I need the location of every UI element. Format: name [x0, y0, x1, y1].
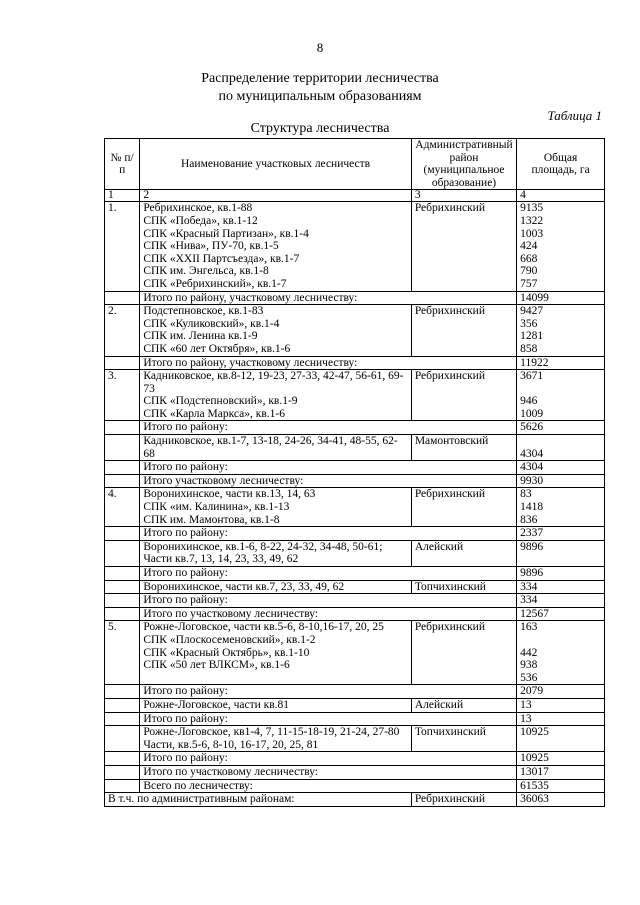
forestry-name: СПК «60 лет Октября», кв.1-6 — [143, 342, 291, 355]
total-row — [105, 712, 605, 726]
forestry-name: СПК «Куликовский», кв.1-4 — [143, 317, 280, 330]
total-row — [105, 779, 605, 793]
header-area: Общая площадь, га — [517, 139, 605, 190]
area-value: 3671 — [520, 370, 544, 383]
total-label: Всего по лесничеству: — [140, 779, 517, 793]
area-value: 442 — [520, 646, 538, 659]
total-row — [105, 765, 605, 779]
empty-cell — [105, 607, 140, 621]
empty-cell — [105, 779, 140, 793]
row-number — [105, 580, 140, 594]
forestry-name: Воронихинское, части кв.7, 23, 33, 49, 62 — [143, 580, 345, 593]
forestry-name: СПК «Победа», кв.1-12 — [143, 214, 258, 227]
forestry-names — [140, 202, 412, 291]
table-row — [105, 435, 605, 461]
total-row — [105, 594, 605, 608]
header-name: Наименование участковых лесничеств — [140, 139, 412, 190]
row-number: 5. — [105, 621, 140, 685]
total-label: Итого по району, участковому лесничеству: — [140, 291, 517, 305]
forestry-name: Рожне-Логовское, кв1-4, 7, 11-15-18-19, 21-24, 27-80 — [143, 726, 400, 739]
area-value: 946 — [520, 395, 538, 408]
forestry-name: СПК «50 лет ВЛКСМ», кв.1-6 — [143, 659, 290, 672]
summary-label: В т.ч. по административным районам: — [105, 793, 412, 807]
empty-cell — [105, 356, 140, 370]
total-label: Итого по району: — [140, 712, 517, 726]
total-row — [105, 685, 605, 699]
total-label: Итого по району: — [140, 421, 517, 435]
area-value: 13 — [520, 698, 532, 711]
title-line-1: Распределение территории лесничества — [201, 71, 439, 86]
area-value: 9896 — [520, 540, 544, 553]
area-value: 1418 — [520, 501, 544, 514]
table-row — [105, 540, 605, 566]
forestry-name: Части, кв.5-6, 8-10, 16-17, 20, 25, 81 — [143, 738, 319, 751]
forestry-names — [140, 370, 412, 421]
forestry-name: СПК «Красный Октябрь», кв.1-10 — [143, 646, 310, 659]
total-label: Итого по участковому лесничеству: — [140, 607, 517, 621]
forestry-name: Рожне-Логовское, части кв.81 — [143, 698, 290, 711]
area-value: 9427 — [520, 305, 544, 318]
forestry-names — [140, 305, 412, 356]
forestry-name: СПК «Плоскосеменовский», кв.1-2 — [143, 633, 316, 646]
forestry-names — [140, 488, 412, 527]
forestry-name: Воронихинское, части кв.13, 14, 63 — [143, 488, 316, 501]
total-area: 5626 — [517, 421, 605, 435]
district-name: Топчихинский — [411, 580, 516, 594]
district-name: Ребрихинский — [411, 305, 516, 356]
forestry-name: СПК «Красный Партизан», кв.1-4 — [143, 227, 309, 240]
total-area: 14099 — [517, 291, 605, 305]
total-row — [105, 752, 605, 766]
forestry-name: Кадниковское, кв.8-12, 19-23, 27-33, 42-47, 56-61, 69-73 — [143, 370, 404, 395]
area-value: 536 — [520, 671, 538, 684]
forestry-name: Ребрихинское, кв.1-88 — [143, 202, 253, 215]
district-name: Ребрихинский — [411, 370, 516, 421]
empty-cell — [105, 527, 140, 541]
table-row — [105, 370, 605, 421]
row-number — [105, 540, 140, 566]
summary-row — [105, 793, 605, 807]
table-row — [105, 305, 605, 356]
area-values — [517, 435, 605, 461]
total-row — [105, 461, 605, 475]
total-area: 10925 — [517, 752, 605, 766]
area-values — [517, 540, 605, 566]
area-value: 424 — [520, 240, 538, 253]
total-row — [105, 607, 605, 621]
total-label: Итого по району: — [140, 752, 517, 766]
area-values — [517, 726, 605, 752]
area-value — [520, 634, 601, 647]
empty-cell — [105, 594, 140, 608]
forestry-name: СПК «Ребрихинский», кв.1-7 — [143, 277, 287, 290]
document-title — [0, 70, 640, 106]
structure-title: Структура лесничества — [250, 121, 390, 136]
total-label: Итого по району: — [140, 594, 517, 608]
table-row — [105, 580, 605, 594]
total-label: Итого по району: — [140, 461, 517, 475]
area-value: 163 — [520, 621, 538, 634]
total-area: 2079 — [517, 685, 605, 699]
area-value: 1322 — [520, 214, 544, 227]
total-area: 4304 — [517, 461, 605, 475]
table-row — [105, 488, 605, 527]
empty-cell — [105, 712, 140, 726]
forestry-names — [140, 435, 412, 461]
district-name: Ребрихинский — [411, 621, 516, 685]
header-district: Административный район (муниципальное образование) — [411, 139, 516, 190]
total-row — [105, 291, 605, 305]
column-numbers-row — [105, 190, 605, 202]
district-name: Алейский — [411, 698, 516, 712]
row-number: 2. — [105, 305, 140, 356]
empty-cell — [105, 685, 140, 699]
area-values — [517, 488, 605, 527]
district-name: Ребрихинский — [411, 793, 516, 807]
total-label: Итого участковому лесничеству: — [140, 474, 517, 488]
total-area: 11922 — [517, 356, 605, 370]
area-value: 836 — [520, 513, 538, 526]
area-values — [517, 580, 605, 594]
row-number: 4. — [105, 488, 140, 527]
forestry-name: СПК им. Энгельса, кв.1-8 — [143, 265, 269, 278]
empty-cell — [105, 421, 140, 435]
column-number: 2 — [140, 190, 412, 202]
empty-cell — [105, 752, 140, 766]
total-row — [105, 567, 605, 581]
district-name: Мамонтовский — [411, 435, 516, 461]
total-area: 12567 — [517, 607, 605, 621]
area-value: 10925 — [520, 726, 549, 739]
header-num: № п/п — [105, 139, 140, 190]
page-number: 8 — [316, 40, 324, 55]
area-value: 83 — [520, 488, 532, 501]
area-value: 356 — [520, 317, 538, 330]
table-header-row — [105, 139, 605, 190]
forestry-structure-table — [104, 138, 605, 807]
forestry-name: Кадниковское, кв.1-7, 13-18, 24-26, 34-41, 48-55, 62-68 — [143, 435, 398, 460]
total-area: 9930 — [517, 474, 605, 488]
area-value: 790 — [520, 265, 538, 278]
area-value: 334 — [520, 580, 538, 593]
area-value: 9135 — [520, 202, 544, 215]
total-row — [105, 527, 605, 541]
empty-cell — [105, 567, 140, 581]
area-value: 4304 — [520, 447, 544, 460]
forestry-name: Части кв.7, 13, 14, 23, 33, 49, 62 — [143, 553, 299, 566]
total-area: 36063 — [517, 793, 605, 807]
area-value: 757 — [520, 277, 538, 290]
area-values — [517, 202, 605, 291]
area-values — [517, 621, 605, 685]
forestry-name: Воронихинское, кв.1-6, 8-22, 24-32, 34-48, 50-61; — [143, 540, 383, 553]
table-row — [105, 202, 605, 291]
table-row — [105, 621, 605, 685]
total-label: Итого по району, участковому лесничеству: — [140, 356, 517, 370]
forestry-names — [140, 621, 412, 685]
forestry-names — [140, 726, 412, 752]
row-number — [105, 698, 140, 712]
total-row — [105, 421, 605, 435]
total-row — [105, 356, 605, 370]
area-values — [517, 305, 605, 356]
total-area: 2337 — [517, 527, 605, 541]
total-area: 13017 — [517, 765, 605, 779]
total-label: Итого по участковому лесничеству: — [140, 765, 517, 779]
district-name: Алейский — [411, 540, 516, 566]
forestry-names — [140, 580, 412, 594]
title-line-2: по муниципальным образованиям — [218, 89, 422, 104]
forestry-name: СПК им. Ленина кв.1-9 — [143, 330, 258, 343]
table-row — [105, 698, 605, 712]
forestry-name: СПК «Подстепновский», кв.1-9 — [143, 395, 298, 408]
forestry-names — [140, 540, 412, 566]
total-label: Итого по району: — [140, 685, 517, 699]
area-value — [520, 435, 601, 448]
area-value — [520, 383, 601, 396]
forestry-name: СПК «Нива», ПУ-70, кв.1-5 — [143, 240, 279, 253]
total-row — [105, 474, 605, 488]
total-area: 334 — [517, 594, 605, 608]
row-number — [105, 435, 140, 461]
area-values — [517, 698, 605, 712]
forestry-name: СПК «им. Калинина», кв.1-13 — [143, 501, 290, 514]
area-value: 938 — [520, 659, 538, 672]
forestry-name: СПК им. Мамонтова, кв.1-8 — [143, 513, 280, 526]
district-name: Ребрихинский — [411, 202, 516, 291]
area-value: 668 — [520, 252, 538, 265]
table-label: Таблица 1 — [547, 108, 602, 123]
empty-cell — [105, 461, 140, 475]
total-area: 9896 — [517, 567, 605, 581]
forestry-name: СПК «Карла Маркса», кв.1-6 — [143, 407, 285, 420]
total-area: 61535 — [517, 779, 605, 793]
district-name: Топчихинский — [411, 726, 516, 752]
empty-cell — [105, 474, 140, 488]
empty-cell — [105, 291, 140, 305]
row-number — [105, 726, 140, 752]
district-name: Ребрихинский — [411, 488, 516, 527]
total-label: Итого по району: — [140, 527, 517, 541]
column-number: 1 — [105, 190, 140, 202]
area-values — [517, 370, 605, 421]
area-value: 1281 — [520, 330, 544, 343]
total-area: 13 — [517, 712, 605, 726]
row-number: 3. — [105, 370, 140, 421]
area-value: 858 — [520, 342, 538, 355]
forestry-name: Рожне-Логовское, части кв.5-6, 8-10,16-17, 20, 25 — [143, 621, 384, 634]
forestry-name: Подстепновское, кв.1-83 — [143, 305, 264, 318]
row-number: 1. — [105, 202, 140, 291]
area-value: 1009 — [520, 407, 544, 420]
column-number: 4 — [517, 190, 605, 202]
empty-cell — [105, 765, 140, 779]
table-row — [105, 726, 605, 752]
column-number: 3 — [411, 190, 516, 202]
forestry-names — [140, 698, 412, 712]
forestry-name: СПК «XXII Партсъезда», кв.1-7 — [143, 252, 300, 265]
area-value: 1003 — [520, 227, 544, 240]
total-label: Итого по району: — [140, 567, 517, 581]
